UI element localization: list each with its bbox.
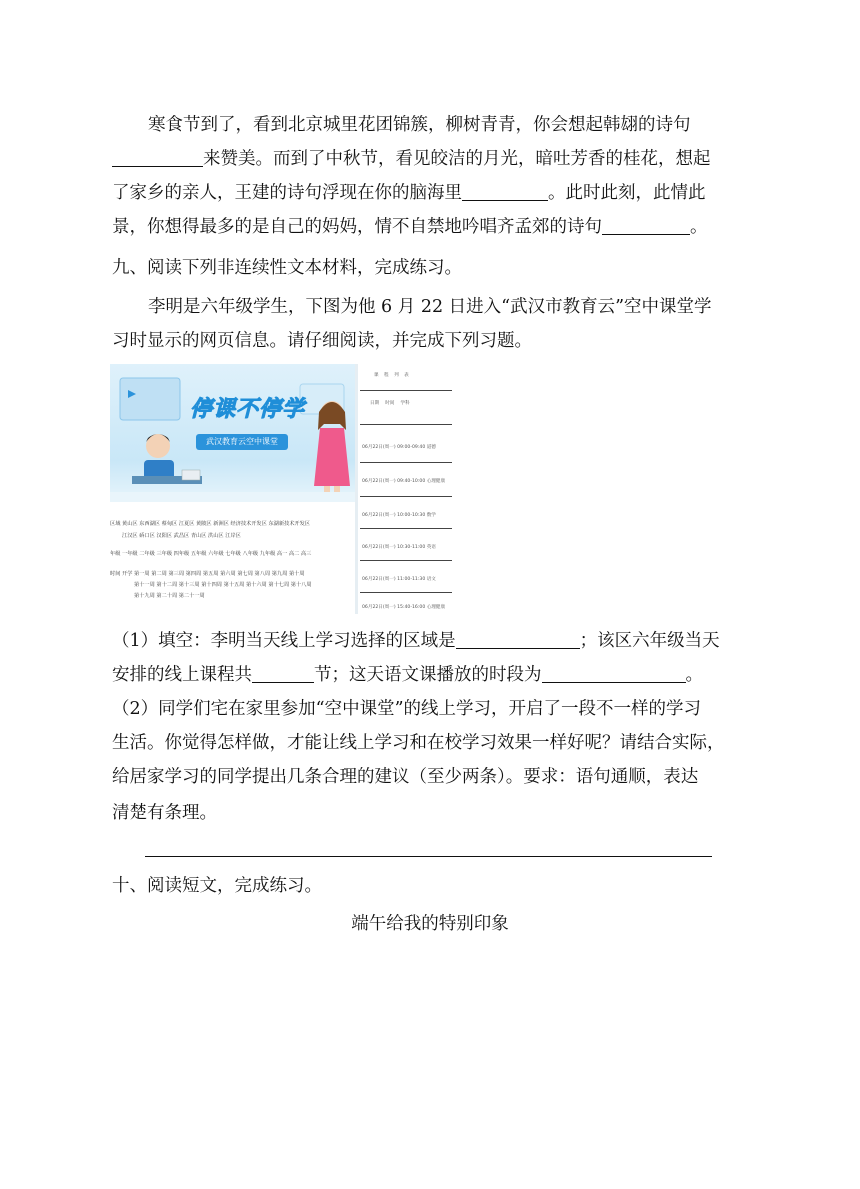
week-filter-row[interactable]: 时间 开学 第一周 第二周 第三周 第四周 第五周 第六周 第七周 第八周 第九周 第十周 bbox=[110, 571, 305, 577]
question-2-line3: 给居家学习的同学提出几条合理的建议（至少两条）。要求：语句通顺，表达 bbox=[112, 767, 699, 787]
poem-paragraph-line2: 来赞美。而到了中秋节，看见皎洁的月光，暗吐芳香的桂花，想起 bbox=[112, 142, 748, 176]
answer-blank[interactable] bbox=[602, 216, 690, 235]
answer-blank-count[interactable] bbox=[252, 664, 314, 683]
poem-paragraph-line3: 了家乡的亲人，王建的诗句浮现在你的脑海里 。此时此刻，此情此 bbox=[112, 183, 706, 203]
schedule-row[interactable]: 06月22日(周一) 10:30-11:00 英语 bbox=[362, 545, 436, 550]
answer-blank[interactable] bbox=[462, 182, 548, 201]
schedule-row[interactable]: 06月22日(周一) 09:00-09:40 道德 bbox=[362, 445, 436, 450]
section-9-intro-line1: 李明是六年级学生，下图为他 6 月 22 日进入“武汉市教育云”空中课堂学 bbox=[148, 297, 712, 317]
schedule-header: 课 程 列 表 bbox=[374, 373, 411, 378]
banner-title: 停课不停学 bbox=[190, 397, 306, 422]
week-filter-row[interactable]: 第十九周 第二十周 第二十一周 bbox=[134, 593, 205, 599]
web-page-figure bbox=[110, 364, 452, 614]
section-9-intro-line2: 习时显示的网页信息。请仔细阅读，并完成下列习题。 bbox=[112, 331, 532, 351]
answer-blank-time[interactable] bbox=[542, 664, 686, 683]
banner-illustration bbox=[110, 364, 355, 502]
banner-subtitle: 武汉教育云空中课堂 bbox=[196, 434, 288, 450]
schedule-row[interactable]: 06月22日(周一) 10:00-10:30 数学 bbox=[362, 513, 436, 518]
schedule-row[interactable]: 06月22日(周一) 09:40-10:00 心理健康 bbox=[362, 479, 446, 484]
answer-blank-district[interactable] bbox=[456, 630, 580, 649]
figure-divider bbox=[355, 364, 358, 614]
schedule-row[interactable]: 06月22日(周一) 11:00-11:30 语文 bbox=[362, 577, 436, 582]
question-1-line1: （1）填空：李明当天线上学习选择的区域是 ；该区六年级当天 bbox=[112, 631, 720, 651]
poem-paragraph-line4: 景，你想得最多的是自己的妈妈，情不自禁地吟唱齐孟郊的诗句 。 bbox=[112, 217, 708, 237]
question-2-line4: 清楚有条理。 bbox=[112, 803, 217, 823]
question-1-line2: 安排的线上课程共 节；这天语文课播放的时段为 。 bbox=[112, 665, 703, 685]
answer-blank[interactable] bbox=[112, 148, 203, 167]
district-filter-row[interactable]: 江汉区 硚口区 汉阳区 武昌区 青山区 洪山区 江岸区 bbox=[122, 533, 241, 539]
article-title: 端午给我的特别印象 bbox=[351, 914, 509, 934]
district-filter-row[interactable]: 区域 黄山区 东西湖区 蔡甸区 江夏区 黄陂区 新洲区 经济技术开发区 东湖新技术开发区 bbox=[110, 521, 310, 527]
poem-paragraph-line1: 寒食节到了，看到北京城里花团锦簇，柳树青青，你会想起韩翃的诗句 bbox=[148, 115, 691, 135]
section-10-heading: 十、阅读短文，完成练习。 bbox=[112, 876, 322, 896]
answer-line[interactable] bbox=[145, 856, 712, 857]
grade-filter-row[interactable]: 年级 一年级 二年级 三年级 四年级 五年级 六年级 七年级 八年级 九年级 高一 高二 高三 bbox=[110, 551, 312, 557]
week-filter-row[interactable]: 第十一周 第十二周 第十三周 第十四周 第十五周 第十六周 第十七周 第十八周 bbox=[134, 582, 312, 588]
question-2-line1: （2）同学们宅在家里参加“空中课堂”的线上学习，开启了一段不一样的学习 bbox=[112, 699, 702, 719]
section-9-heading: 九、阅读下列非连续性文本材料，完成练习。 bbox=[112, 258, 462, 278]
schedule-columns: 日期 时间 学科 bbox=[370, 401, 410, 406]
course-schedule-list bbox=[360, 364, 452, 614]
question-2-line2: 生活。你觉得怎样做，才能让线上学习和在校学习效果一样好呢？请结合实际， bbox=[112, 733, 725, 753]
schedule-row[interactable]: 06月22日(周一) 15:40-16:00 心理健康 bbox=[362, 605, 446, 610]
course-banner bbox=[110, 364, 355, 502]
